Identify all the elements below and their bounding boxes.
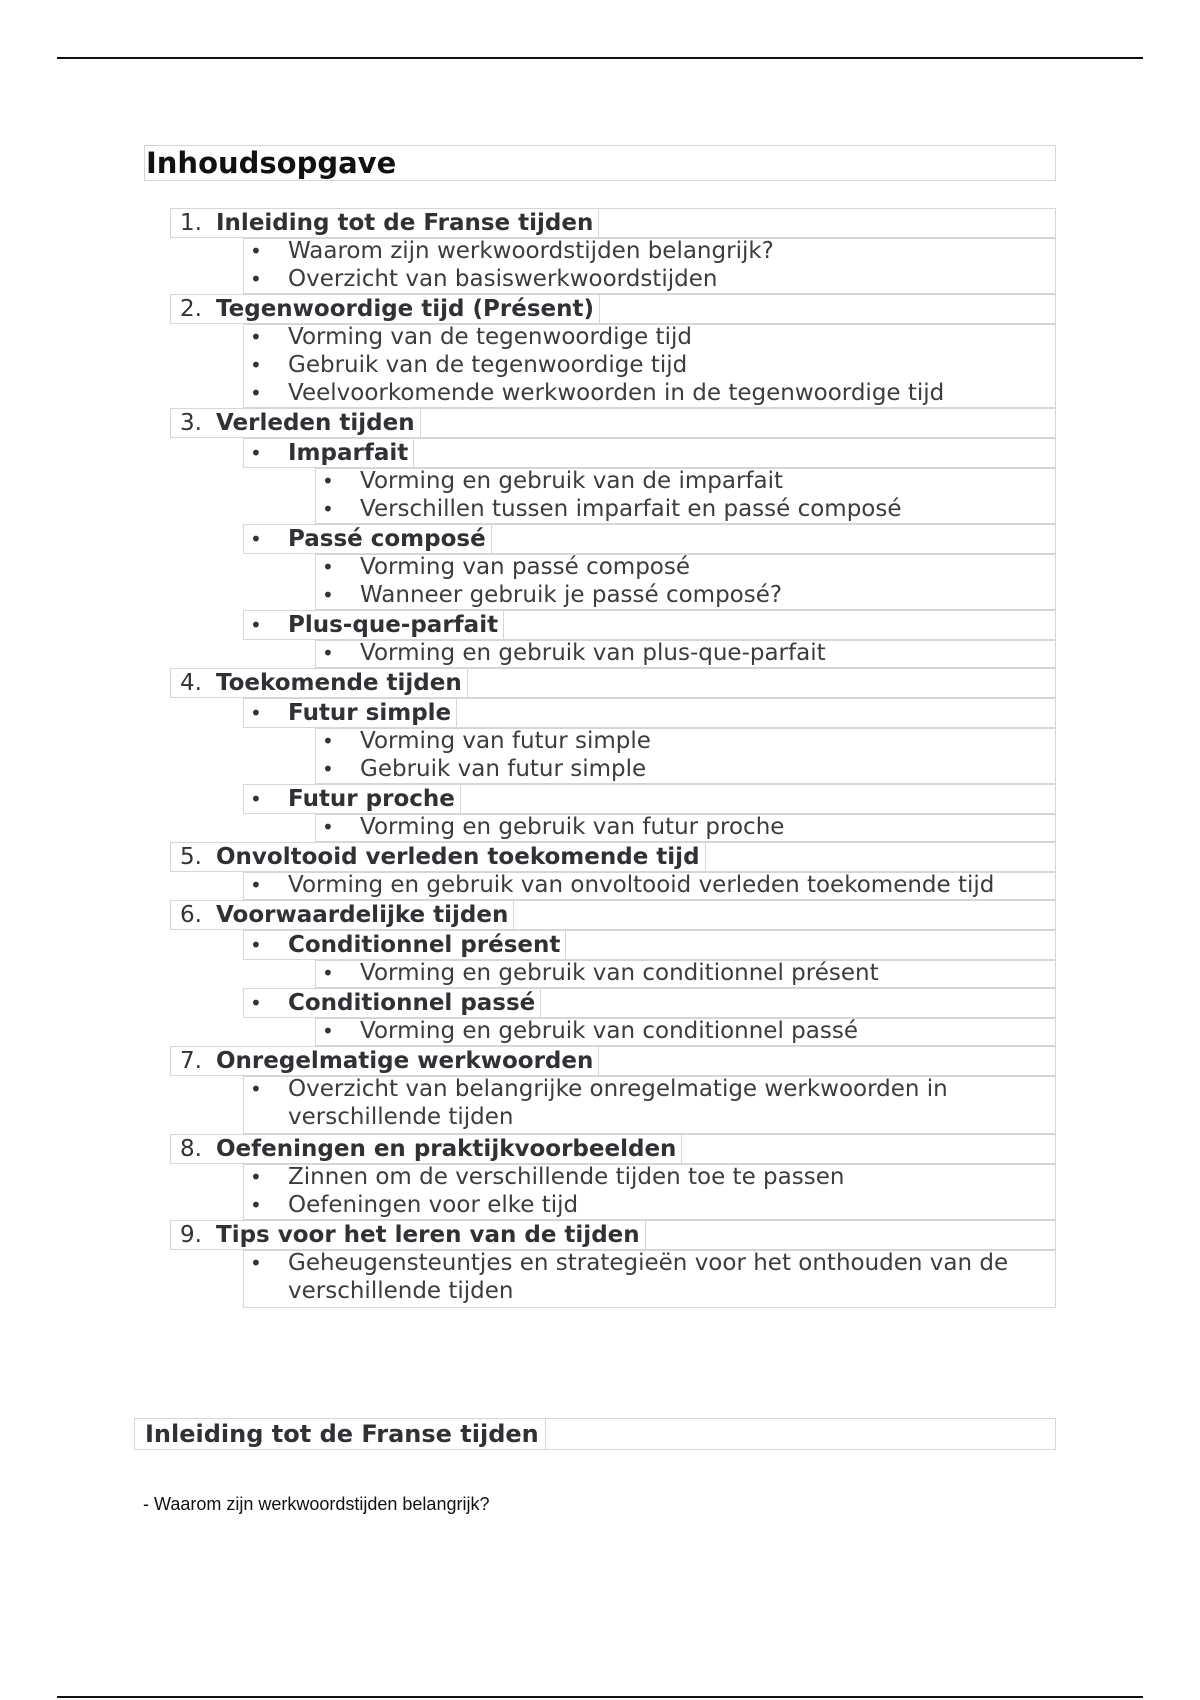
section-heading-text: Inleiding tot de Franse tijden xyxy=(145,1420,539,1448)
bullet-icon: • xyxy=(250,1193,262,1217)
toc-subitem-text: Oefeningen voor elke tijd xyxy=(288,1192,579,1218)
toc-item-title: Oefeningen en praktijkvoorbeelden xyxy=(216,1136,677,1162)
toc-group[interactable] xyxy=(0,611,1200,639)
toc-item-number: 6. xyxy=(180,902,202,928)
toc-group-subitem-text: Vorming en gebruik van conditionnel présent xyxy=(360,960,879,986)
toc-subitem-text: Overzicht van basiswerkwoordstijden xyxy=(288,266,718,292)
bullet-icon: • xyxy=(250,1077,262,1101)
toc-item-number: 7. xyxy=(180,1048,202,1074)
bullet-icon: • xyxy=(250,353,262,377)
toc-item-title: Voorwaardelijke tijden xyxy=(216,902,509,928)
bullet-icon: • xyxy=(322,961,334,985)
bullet-icon: • xyxy=(322,815,334,839)
toc-item[interactable] xyxy=(0,843,1200,871)
toc-item[interactable] xyxy=(0,1135,1200,1163)
bullet-icon: • xyxy=(322,729,334,753)
toc-item-number: 4. xyxy=(180,670,202,696)
toc-group-subitem-text: Vorming van futur simple xyxy=(360,728,651,754)
toc-subitem-text: Overzicht van belangrijke onregelmatige werkwoorden in xyxy=(288,1076,948,1102)
bullet-icon: • xyxy=(250,933,262,957)
bullet-icon: • xyxy=(250,1165,262,1189)
toc-group-title: Conditionnel présent xyxy=(288,932,561,958)
toc-subitem[interactable] xyxy=(0,265,1200,293)
toc-heading: Inhoudsopgave xyxy=(144,145,1056,181)
toc-group-subitem-text: Vorming en gebruik van plus-que-parfait xyxy=(360,640,826,666)
bullet-icon: • xyxy=(322,641,334,665)
toc-subitem-text: verschillende tijden xyxy=(288,1104,514,1130)
toc-group-subitem[interactable] xyxy=(0,727,1200,755)
toc-subitem-text: Vorming van de tegenwoordige tijd xyxy=(288,324,692,350)
toc-group-subitem[interactable] xyxy=(0,813,1200,841)
toc-item-title: Onvoltooid verleden toekomende tijd xyxy=(216,844,700,870)
bullet-icon: • xyxy=(250,991,262,1015)
bullet-icon: • xyxy=(250,267,262,291)
bullet-icon: • xyxy=(250,381,262,405)
toc-group[interactable] xyxy=(0,699,1200,727)
section-heading xyxy=(134,1418,1056,1450)
toc-item[interactable] xyxy=(0,1221,1200,1249)
toc-item[interactable] xyxy=(0,409,1200,437)
toc-item-number: 8. xyxy=(180,1136,202,1162)
toc-subitem-text: Gebruik van de tegenwoordige tijd xyxy=(288,352,688,378)
toc-item-title: Onregelmatige werkwoorden xyxy=(216,1048,594,1074)
toc-group-title: Plus-que-parfait xyxy=(288,612,499,638)
bullet-icon: • xyxy=(250,701,262,725)
toc-item-number: 5. xyxy=(180,844,202,870)
toc-subitem[interactable] xyxy=(0,323,1200,351)
toc-group-subitem-text: Wanneer gebruik je passé composé? xyxy=(360,582,783,608)
toc-subitem[interactable] xyxy=(0,1103,1200,1131)
toc-item[interactable] xyxy=(0,209,1200,237)
toc-subitem-text: Zinnen om de verschillende tijden toe te passen xyxy=(288,1164,845,1190)
toc-item-number: 2. xyxy=(180,296,202,322)
toc-group-subitem-text: Vorming en gebruik van futur proche xyxy=(360,814,785,840)
toc-item-number: 3. xyxy=(180,410,202,436)
toc-group-subitem[interactable] xyxy=(0,1017,1200,1045)
toc-group-subitem[interactable] xyxy=(0,581,1200,609)
toc-subitem[interactable] xyxy=(0,1163,1200,1191)
toc-item-number: 1. xyxy=(180,210,202,236)
toc-item-title: Tips voor het leren van de tijden xyxy=(216,1222,640,1248)
toc-group-subitem-text: Verschillen tussen imparfait en passé composé xyxy=(360,496,902,522)
toc-group-title: Imparfait xyxy=(288,440,409,466)
toc-group-subitem-text: Vorming en gebruik van de imparfait xyxy=(360,468,783,494)
toc-group-subitem[interactable] xyxy=(0,553,1200,581)
toc-subitem[interactable] xyxy=(0,1277,1200,1305)
bullet-icon: • xyxy=(250,441,262,465)
toc-group[interactable] xyxy=(0,989,1200,1017)
section-first-question: - Waarom zijn werkwoordstijden belangrijk? xyxy=(143,1494,490,1514)
toc-item-number: 9. xyxy=(180,1222,202,1248)
toc-group[interactable] xyxy=(0,525,1200,553)
toc-subitem[interactable] xyxy=(0,237,1200,265)
toc-group-subitem-text: Gebruik van futur simple xyxy=(360,756,647,782)
toc-group-title: Conditionnel passé xyxy=(288,990,536,1016)
toc-subitem-text: Vorming en gebruik van onvoltooid verleden toekomende tijd xyxy=(288,872,995,898)
toc-subitem[interactable] xyxy=(0,379,1200,407)
toc-group-subitem[interactable] xyxy=(0,959,1200,987)
toc-group-subitem[interactable] xyxy=(0,495,1200,523)
toc-group-title: Futur proche xyxy=(288,786,455,812)
toc-group-subitem-text: Vorming en gebruik van conditionnel passé xyxy=(360,1018,858,1044)
toc-group-subitem[interactable] xyxy=(0,639,1200,667)
bullet-icon: • xyxy=(322,497,334,521)
toc-item[interactable] xyxy=(0,901,1200,929)
toc-group[interactable] xyxy=(0,785,1200,813)
toc-subitem[interactable] xyxy=(0,1075,1200,1103)
toc-item-title: Toekomende tijden xyxy=(216,670,462,696)
bullet-icon: • xyxy=(322,469,334,493)
toc-group-subitem[interactable] xyxy=(0,755,1200,783)
toc-item-title: Inleiding tot de Franse tijden xyxy=(216,210,594,236)
toc-subitem[interactable] xyxy=(0,871,1200,899)
toc-item-title: Tegenwoordige tijd (Présent) xyxy=(216,296,594,322)
toc-item[interactable] xyxy=(0,1047,1200,1075)
bottom-rule xyxy=(57,1696,1143,1698)
toc-group[interactable] xyxy=(0,439,1200,467)
toc-group-title: Futur simple xyxy=(288,700,452,726)
bullet-icon: • xyxy=(322,757,334,781)
toc-subitem-text: Geheugensteuntjes en strategieën voor het onthouden van de xyxy=(288,1250,1009,1276)
toc-item[interactable] xyxy=(0,295,1200,323)
toc-subitem-text: Veelvoorkomende werkwoorden in de tegenwoordige tijd xyxy=(288,380,945,406)
toc-group[interactable] xyxy=(0,931,1200,959)
toc-group-title: Passé composé xyxy=(288,526,486,552)
bullet-icon: • xyxy=(250,527,262,551)
bullet-icon: • xyxy=(322,583,334,607)
bullet-icon: • xyxy=(250,239,262,263)
toc-group-subitem[interactable] xyxy=(0,467,1200,495)
bullet-icon: • xyxy=(250,873,262,897)
toc-subitem-text: Waarom zijn werkwoordstijden belangrijk? xyxy=(288,238,774,264)
bullet-icon: • xyxy=(250,613,262,637)
toc-item-title: Verleden tijden xyxy=(216,410,415,436)
toc-subitem-text: verschillende tijden xyxy=(288,1278,514,1304)
bullet-icon: • xyxy=(250,787,262,811)
toc-item[interactable] xyxy=(0,669,1200,697)
toc-subitem[interactable] xyxy=(0,1249,1200,1277)
toc-subitem[interactable] xyxy=(0,351,1200,379)
bullet-icon: • xyxy=(250,325,262,349)
toc-group-subitem-text: Vorming van passé composé xyxy=(360,554,690,580)
bullet-icon: • xyxy=(250,1251,262,1275)
bullet-icon: • xyxy=(322,1019,334,1043)
bullet-icon: • xyxy=(322,555,334,579)
toc-subitem[interactable] xyxy=(0,1191,1200,1219)
